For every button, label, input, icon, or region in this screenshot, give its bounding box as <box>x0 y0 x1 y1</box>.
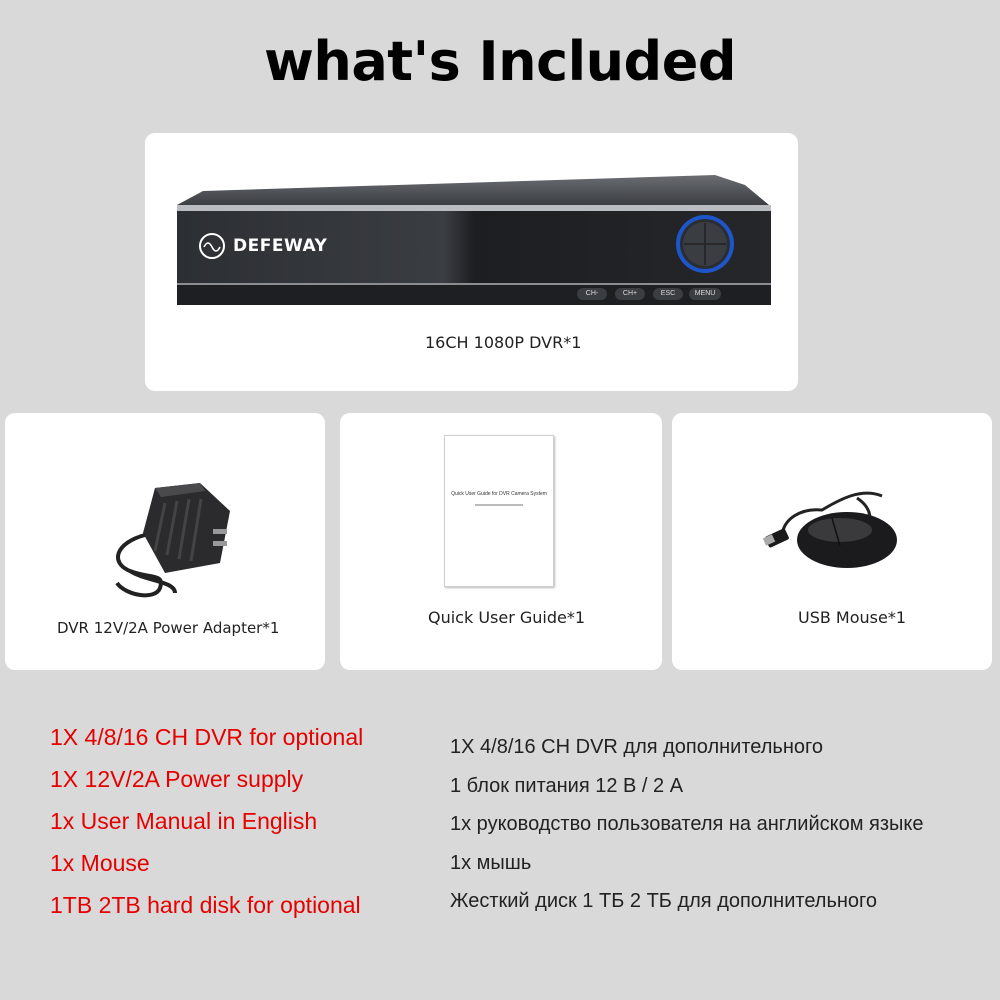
page-title: what's Included <box>264 30 736 93</box>
english-included-list <box>50 716 363 926</box>
list-item: 1x руководство пользователя на английском языке <box>450 813 924 835</box>
list-item: 1X 4/8/16 CH DVR for optional <box>50 724 364 750</box>
list-item: 1TB 2TB hard disk for optional <box>50 892 361 918</box>
menu-button-label: MENU <box>689 288 721 300</box>
dvr-caption: 16CH 1080P DVR*1 <box>425 333 582 352</box>
list-item: 1x мышь <box>450 851 532 874</box>
usb-mouse-caption: USB Mouse*1 <box>798 608 907 627</box>
ch-plus-button-label: CH+ <box>615 288 645 300</box>
esc-button-label: ESC <box>653 288 683 300</box>
list-item: 1 блок питания 12 В / 2 А <box>450 774 684 797</box>
list-item: 1X 4/8/16 CH DVR для дополнительного <box>450 736 823 758</box>
usb-mouse-icon <box>762 468 902 578</box>
russian-included-list <box>450 728 924 921</box>
manual-booklet-icon <box>444 435 554 587</box>
ch-minus-button-label: CH- <box>577 288 607 300</box>
dvr-card <box>145 133 798 391</box>
power-adapter-icon <box>105 473 245 608</box>
dvr-brand-label: DEFEWAY <box>233 236 328 256</box>
list-item: 1x User Manual in English <box>50 808 318 834</box>
list-item: Жесткий диск 1 ТБ 2 ТБ для дополнительного <box>450 890 878 912</box>
usb-mouse-card <box>672 413 992 670</box>
dvr-front-buttons <box>577 288 727 302</box>
list-item: 1X 12V/2A Power supply <box>50 766 304 792</box>
power-adapter-card <box>5 413 325 670</box>
list-item: 1x Mouse <box>50 850 150 876</box>
user-guide-card <box>340 413 662 670</box>
user-guide-caption: Quick User Guide*1 <box>428 608 586 627</box>
power-adapter-caption: DVR 12V/2A Power Adapter*1 <box>57 619 280 637</box>
booklet-title: Quick User Guide for DVR Camera System <box>451 491 547 497</box>
